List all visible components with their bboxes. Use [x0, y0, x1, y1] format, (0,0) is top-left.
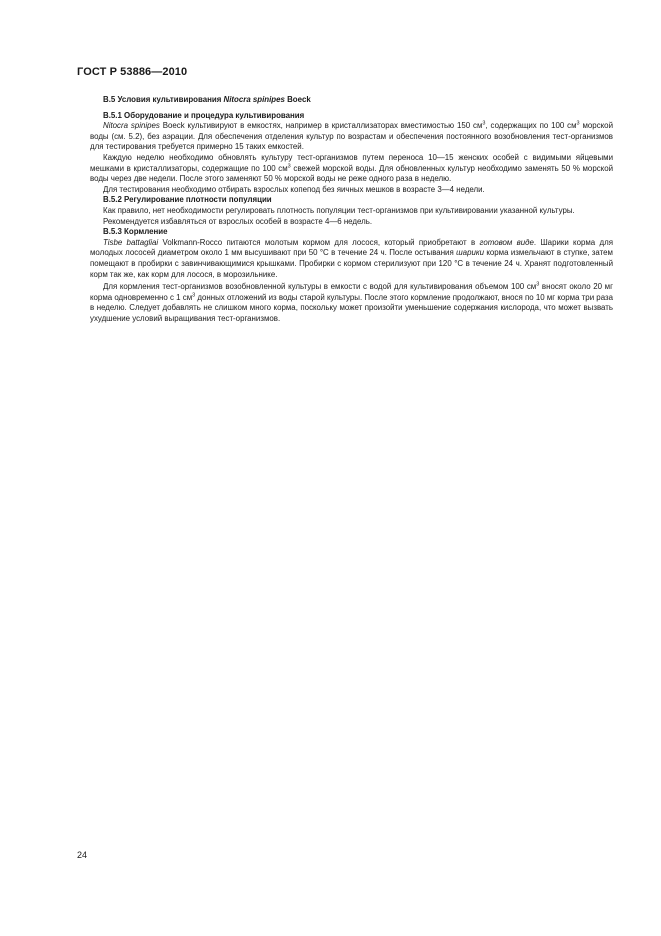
paragraph: Для тестирования необходимо отбирать взрослых копепод без яичных мешков в возрасте 3—4 недели.: [103, 184, 485, 194]
paragraph: Каждую неделю необходимо обновлять культуру тест-организмов путем переноса 10—15 женских особей с видимыми яйцевыми мешками в кристаллизаторы, содержащие по 100 $см^3$ свежей морской воды. Для обновленных культур необходимо заменять 50 % морской воды через две недели. После этого заменяют 50 % морской воды не реже одного раза в неделю.: [90, 152, 613, 184]
paragraph: Tisbe battagliai Volkmann-Rocco питаются молотым кормом для лосося, который приобретают в готовом виде. Шарики корма для молодых лососей диаметром около 1 мм высушивают при 50 °С в течение 24 ч. После остывания шарики корма измельчают в ступке, затем помещают в пробирки с завинчивающимися крышками. Пробирки с кормом стерилизуют при 120 °С в течение 24 ч. Хранят подготовленный корм так же, как корм для лосося, в морозильнике.: [90, 237, 613, 279]
section-b52-title: В.5.2 Регулирование плотности популяции: [103, 195, 272, 205]
section-b51-title: В.5.1 Оборудование и процедура культивирования: [103, 110, 305, 120]
page-number: 24: [77, 850, 88, 860]
section-b5-title: В.5 Условия культивирования Nitocra spinipes Boeck: [103, 95, 311, 104]
document-body: [90, 95, 613, 324]
document-header: ГОСТ Р 53886—2010: [77, 66, 188, 78]
paragraph: Nitocra spinipes Boeck культивируют в емкостях, например в кристаллизаторах вместимостью 150 $см^3$, содержащих по 100 $см^3$ морской воды (см. 5.2), без аэрации. Для обеспечения отделения культур по возрастам и обеспечения постоянного возобновления тест-организмов для тестирования требуется примерно 15 таких емкостей.: [90, 120, 613, 152]
section-b53-title: В.5.3 Кормление: [103, 227, 168, 237]
paragraph: Как правило, нет необходимости регулировать плотность популяции тест-организмов при культивировании указанной культуры.: [103, 205, 575, 215]
paragraph: Рекомендуется избавляться от взрослых особей в возрасте 4—6 недель.: [103, 216, 373, 226]
paragraph: Для кормления тест-организмов возобновленной культуры в емкости с водой для культивирования объемом 100 $см^3$ вносят около 20 мг корма одновременно с 1 $см^3$ донных отложений из воды старой культуры. После этого кормление продолжают, внося по 10 мг корма три раза в неделю. Следует добавлять не слишком много корма, поскольку может произойти уменьшение содержания кислорода, что может вызвать ухудшение условий выращивания тест-организмов.: [90, 281, 614, 323]
